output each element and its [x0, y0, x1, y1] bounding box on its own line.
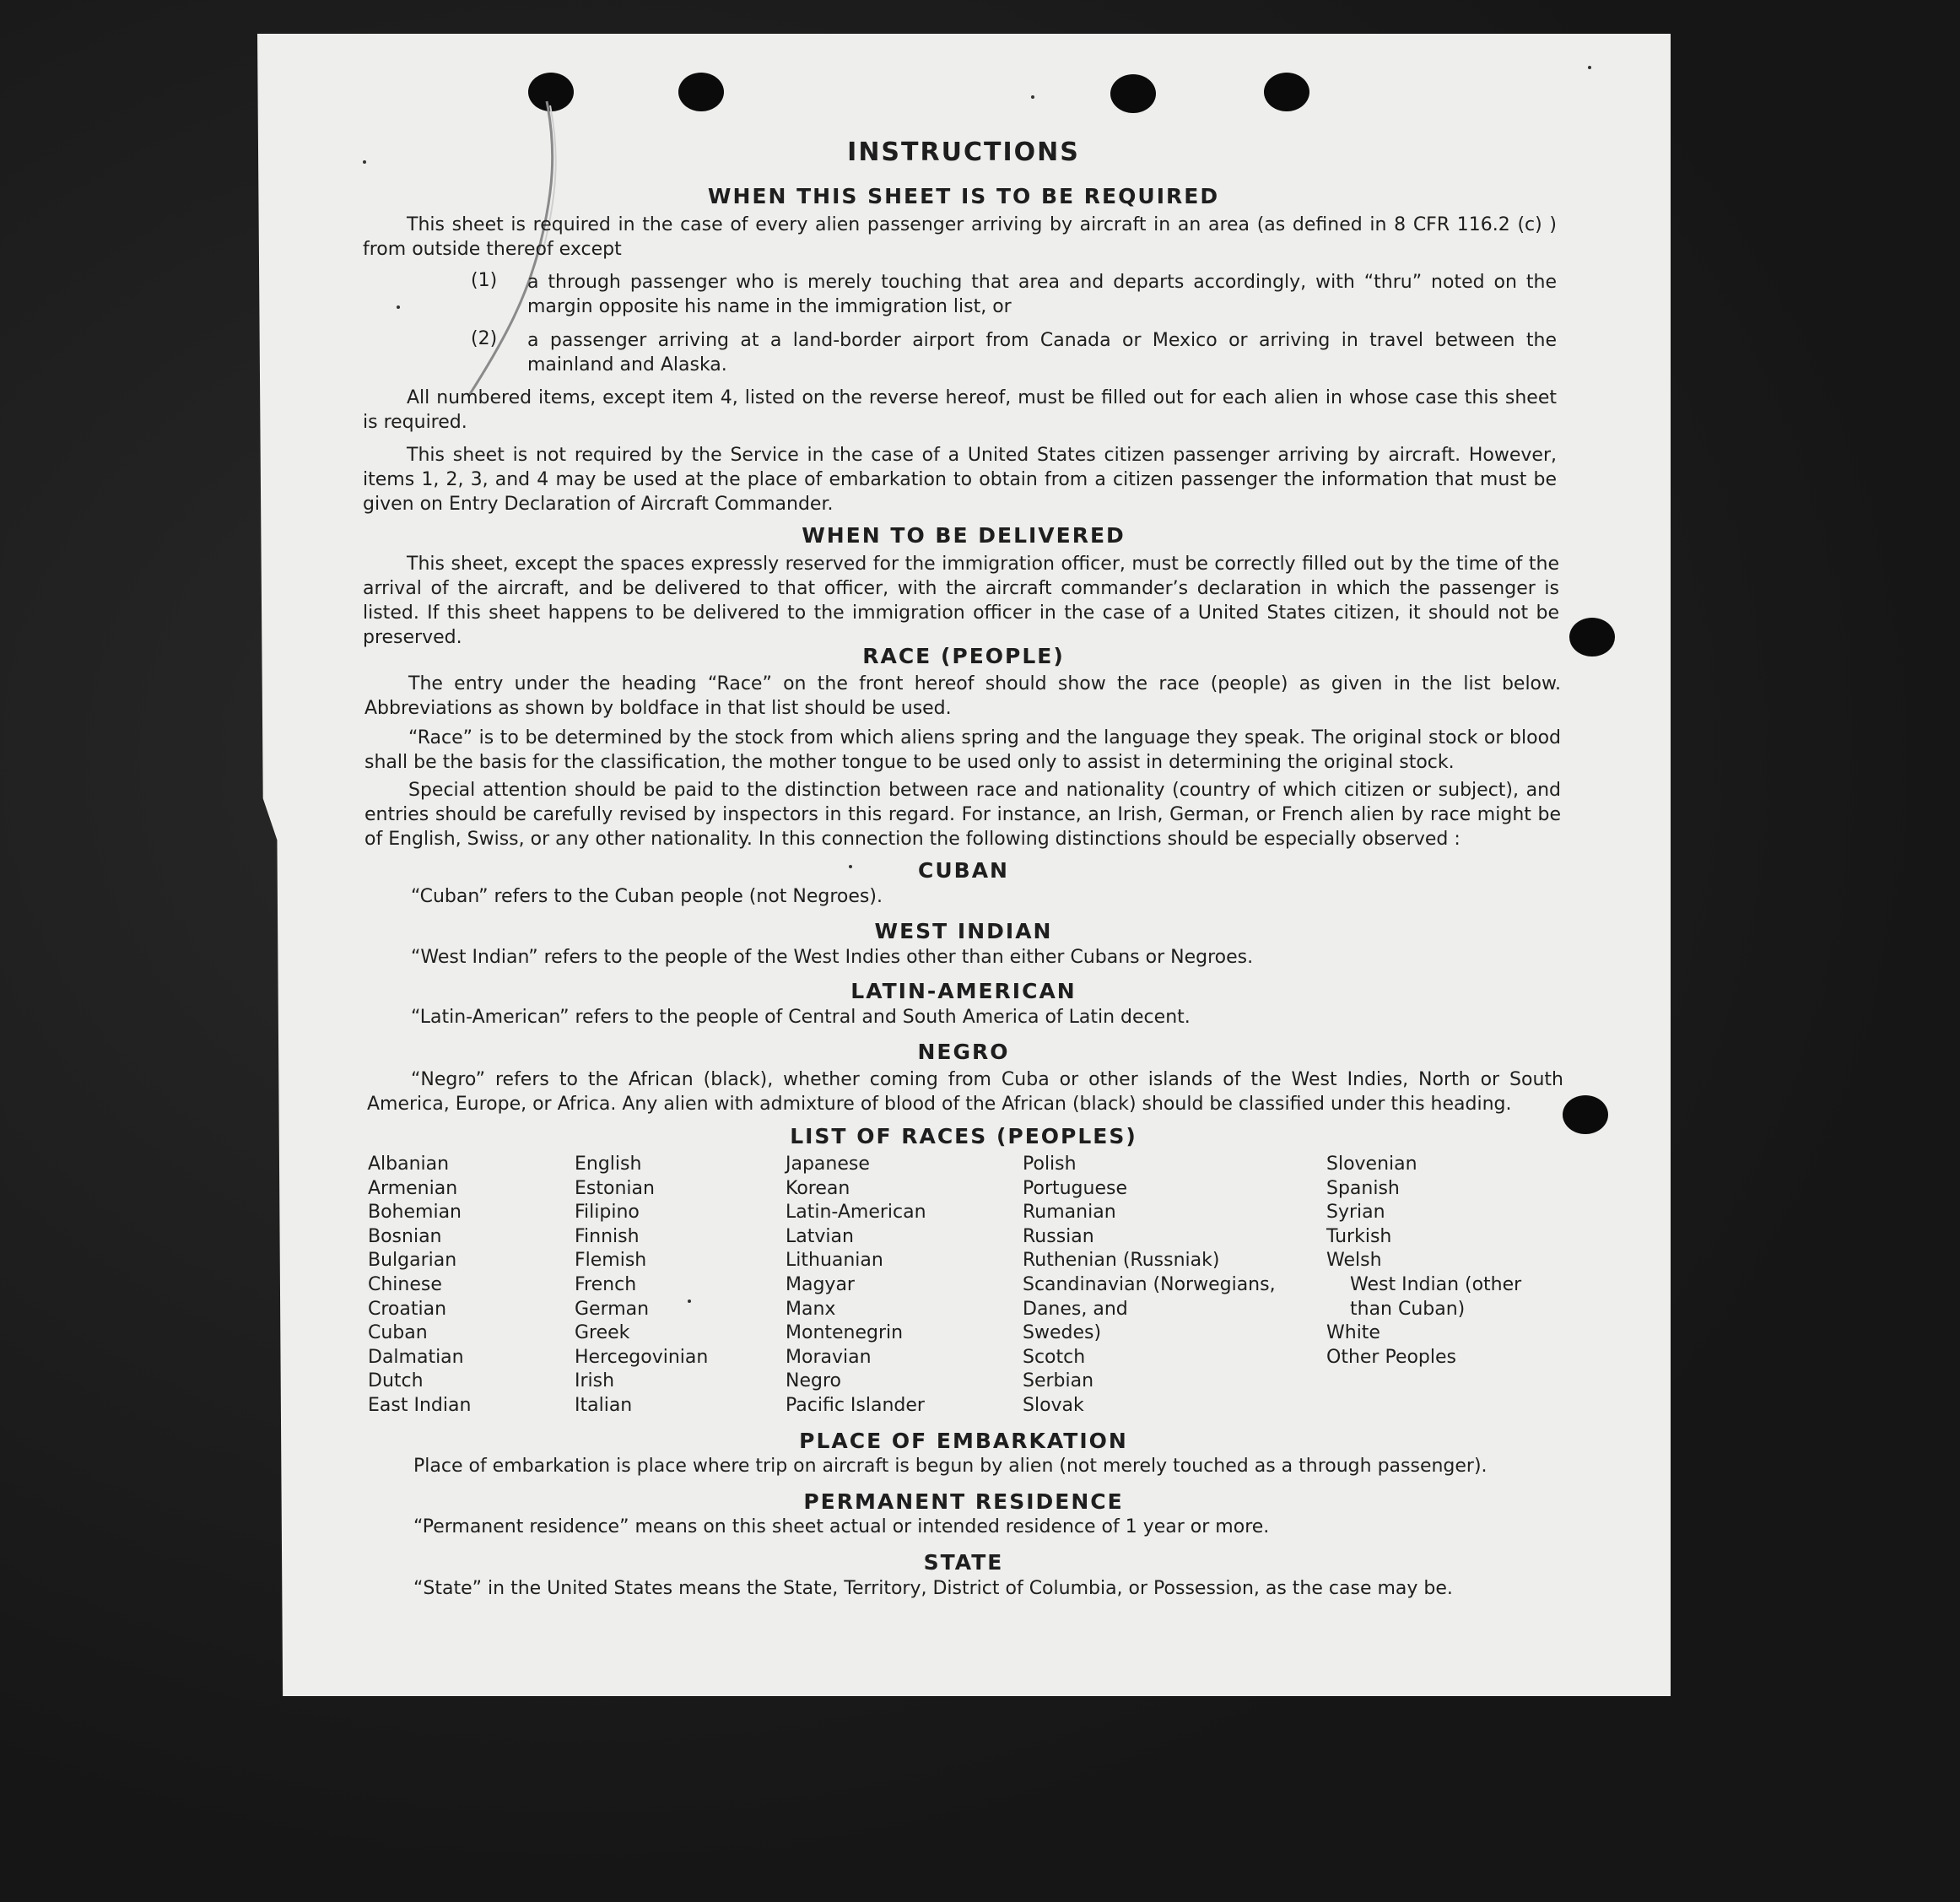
race-entry: English [575, 1154, 642, 1175]
paragraph-residence: “Permanent residence” means on this sheet actual or intended residence of 1 year or more. [413, 1516, 1270, 1537]
race-entry: Hercegovinian [575, 1346, 709, 1368]
race-entry: Estonian [575, 1177, 655, 1199]
paragraph-required: This sheet is required in the case of every alien passenger arriving by aircraft in an area (as defined in 8 CFR 116.2 (c) ) from outside thereof except [363, 214, 1557, 260]
heading-state: STATE [923, 1550, 1004, 1575]
paragraph-negro: “Negro” refers to the African (black), whether coming from Cuba or other islands of the West Indies, North or South America, Europe, or Africa. Any alien with admixture of blood of the African (black) should be classified under this heading. [367, 1069, 1563, 1115]
races-column-2 [575, 1153, 708, 1418]
paragraph-delivered: This sheet, except the spaces expressly reserved for the immigration officer, must be correctly filled out by the time of the arrival of the aircraft, and be delivered to that officer, with the aircraft commander’s declaration in which the passenger is listed. If this sheet happens to be delivered to the immigration officer in the case of a United States citizen, it should not be preserved. [363, 554, 1559, 648]
heading-west-indian: WEST INDIAN [874, 919, 1053, 943]
race-entry: Swedes) [1023, 1322, 1102, 1344]
race-entry: Scandinavian (Norwegians, [1023, 1273, 1276, 1295]
race-entry: Pacific Islander [786, 1394, 925, 1416]
race-entry: Filipino [575, 1202, 640, 1224]
race-entry: Bosnian [368, 1225, 442, 1247]
race-entry: Scotch [1023, 1346, 1086, 1368]
race-entry: Italian [575, 1394, 633, 1416]
race-entry: Chinese [368, 1273, 442, 1295]
race-entry: Other Peoples [1326, 1346, 1457, 1368]
race-entry: White [1326, 1322, 1380, 1344]
paragraph-state: “State” in the United States means the State, Territory, District of Columbia, or Possession, as the case may be. [413, 1578, 1453, 1599]
race-entry: German [575, 1298, 650, 1320]
heading-cuban: CUBAN [918, 858, 1009, 883]
paragraph-embarkation: Place of embarkation is place where trip on aircraft is begun by alien (not merely touched as a through passenger). [413, 1456, 1488, 1477]
heading-instructions: INSTRUCTIONS [847, 138, 1080, 167]
race-entry: Portuguese [1023, 1177, 1127, 1199]
paragraph-race-1: The entry under the heading “Race” on the front hereof should show the race (people) as given in the list below. Abbreviations as shown by boldface in that list should be used. [364, 673, 1561, 719]
race-entry: Slovak [1023, 1394, 1084, 1416]
paragraph-west-indian: “West Indian” refers to the people of the West Indies other than either Cubans or Negroes. [411, 947, 1254, 968]
race-entry: Dutch [368, 1370, 424, 1392]
paragraph-race-2: “Race” is to be determined by the stock from which aliens spring and the language they speak. The original stock or blood shall be the basis for the classification, the mother tongue to be used only to assist in determining the original stock. [364, 727, 1561, 773]
race-entry: Flemish [575, 1250, 647, 1272]
paragraph-race-3: Special attention should be paid to the distinction between race and nationality (country of which citizen or subject), and entries should be carefully revised by inspectors in this regard. For instance, an Irish, German, or French alien by race might be of English, Swiss, or any other nationality. In this connection the following distinctions should be especially observed : [364, 780, 1561, 850]
race-entry: Cuban [368, 1322, 428, 1344]
race-entry: Bulgarian [368, 1250, 457, 1272]
item-1-number: (1) [471, 270, 498, 291]
paragraph-latin-american: “Latin-American” refers to the people of Central and South America of Latin decent. [411, 1007, 1191, 1028]
item-2-text: a passenger arriving at a land-border airport from Canada or Mexico or arriving in travel between the mainland and Alaska. [527, 330, 1557, 376]
race-entry: Slovenian [1326, 1154, 1417, 1175]
race-entry: Spanish [1326, 1177, 1400, 1199]
item-1-text: a through passenger who is merely touching that area and departs accordingly, with “thru” noted on the margin opposite his name in the immigration list, or [527, 272, 1557, 317]
race-entry: Albanian [368, 1154, 450, 1175]
races-column-3 [786, 1153, 926, 1418]
races-column-4 [1023, 1153, 1276, 1418]
race-entry: Russian [1023, 1225, 1094, 1247]
race-entry: Latin-American [786, 1202, 926, 1224]
race-entry: Syrian [1326, 1202, 1385, 1224]
paragraph-numbered-items: All numbered items, except item 4, listed on the reverse hereof, must be filled out for each alien in whose case this sheet is required. [363, 387, 1557, 433]
heading-negro: NEGRO [917, 1040, 1010, 1064]
race-entry: Greek [575, 1322, 630, 1344]
race-entry: Rumanian [1023, 1202, 1116, 1224]
race-entry: Manx [786, 1298, 836, 1320]
race-entry: Polish [1023, 1154, 1077, 1175]
heading-race: RACE (PEOPLE) [862, 644, 1065, 668]
race-entry: Irish [575, 1370, 615, 1392]
race-entry: French [575, 1273, 637, 1295]
item-2-number: (2) [471, 328, 498, 349]
race-entry: Bohemian [368, 1202, 462, 1224]
race-entry: Japanese [786, 1154, 870, 1175]
race-entry: Croatian [368, 1298, 447, 1320]
heading-when-delivered: WHEN TO BE DELIVERED [802, 523, 1126, 548]
race-entry: Korean [786, 1177, 850, 1199]
race-entry: Magyar [786, 1273, 855, 1295]
race-entry: Finnish [575, 1225, 640, 1247]
race-entry: Moravian [786, 1346, 872, 1368]
race-entry: Ruthenian (Russniak) [1023, 1250, 1220, 1272]
heading-latin-american: LATIN-AMERICAN [850, 979, 1077, 1003]
races-column-5 [1326, 1153, 1521, 1370]
heading-permanent-residence: PERMANENT RESIDENCE [803, 1489, 1124, 1514]
race-entry: Negro [786, 1370, 841, 1392]
race-entry: West Indian (other [1350, 1273, 1522, 1295]
paragraph-cuban: “Cuban” refers to the Cuban people (not Negroes). [411, 886, 883, 907]
race-entry: East Indian [368, 1394, 472, 1416]
race-entry: Turkish [1326, 1225, 1392, 1247]
race-entry: Lithuanian [786, 1250, 883, 1272]
race-entry: Latvian [786, 1225, 854, 1247]
heading-when-required: WHEN THIS SHEET IS TO BE REQUIRED [707, 184, 1220, 208]
race-entry: Danes, and [1023, 1298, 1128, 1320]
paragraph-citizen: This sheet is not required by the Service in the case of a United States citizen passenger arriving by aircraft. However, items 1, 2, 3, and 4 may be used at the place of embarkation to obtain from a citizen passenger the information that must be given on Entry Declaration of Aircraft Commander. [363, 445, 1557, 515]
heading-place-of-embarkation: PLACE OF EMBARKATION [799, 1429, 1128, 1453]
race-entry: than Cuban) [1350, 1298, 1466, 1320]
heading-list-of-races: LIST OF RACES (PEOPLES) [790, 1124, 1137, 1148]
race-entry: Armenian [368, 1177, 458, 1199]
race-entry: Welsh [1326, 1250, 1382, 1272]
race-entry: Serbian [1023, 1370, 1094, 1392]
race-entry: Montenegrin [786, 1322, 904, 1344]
races-column-1 [368, 1153, 471, 1418]
race-entry: Dalmatian [368, 1346, 464, 1368]
